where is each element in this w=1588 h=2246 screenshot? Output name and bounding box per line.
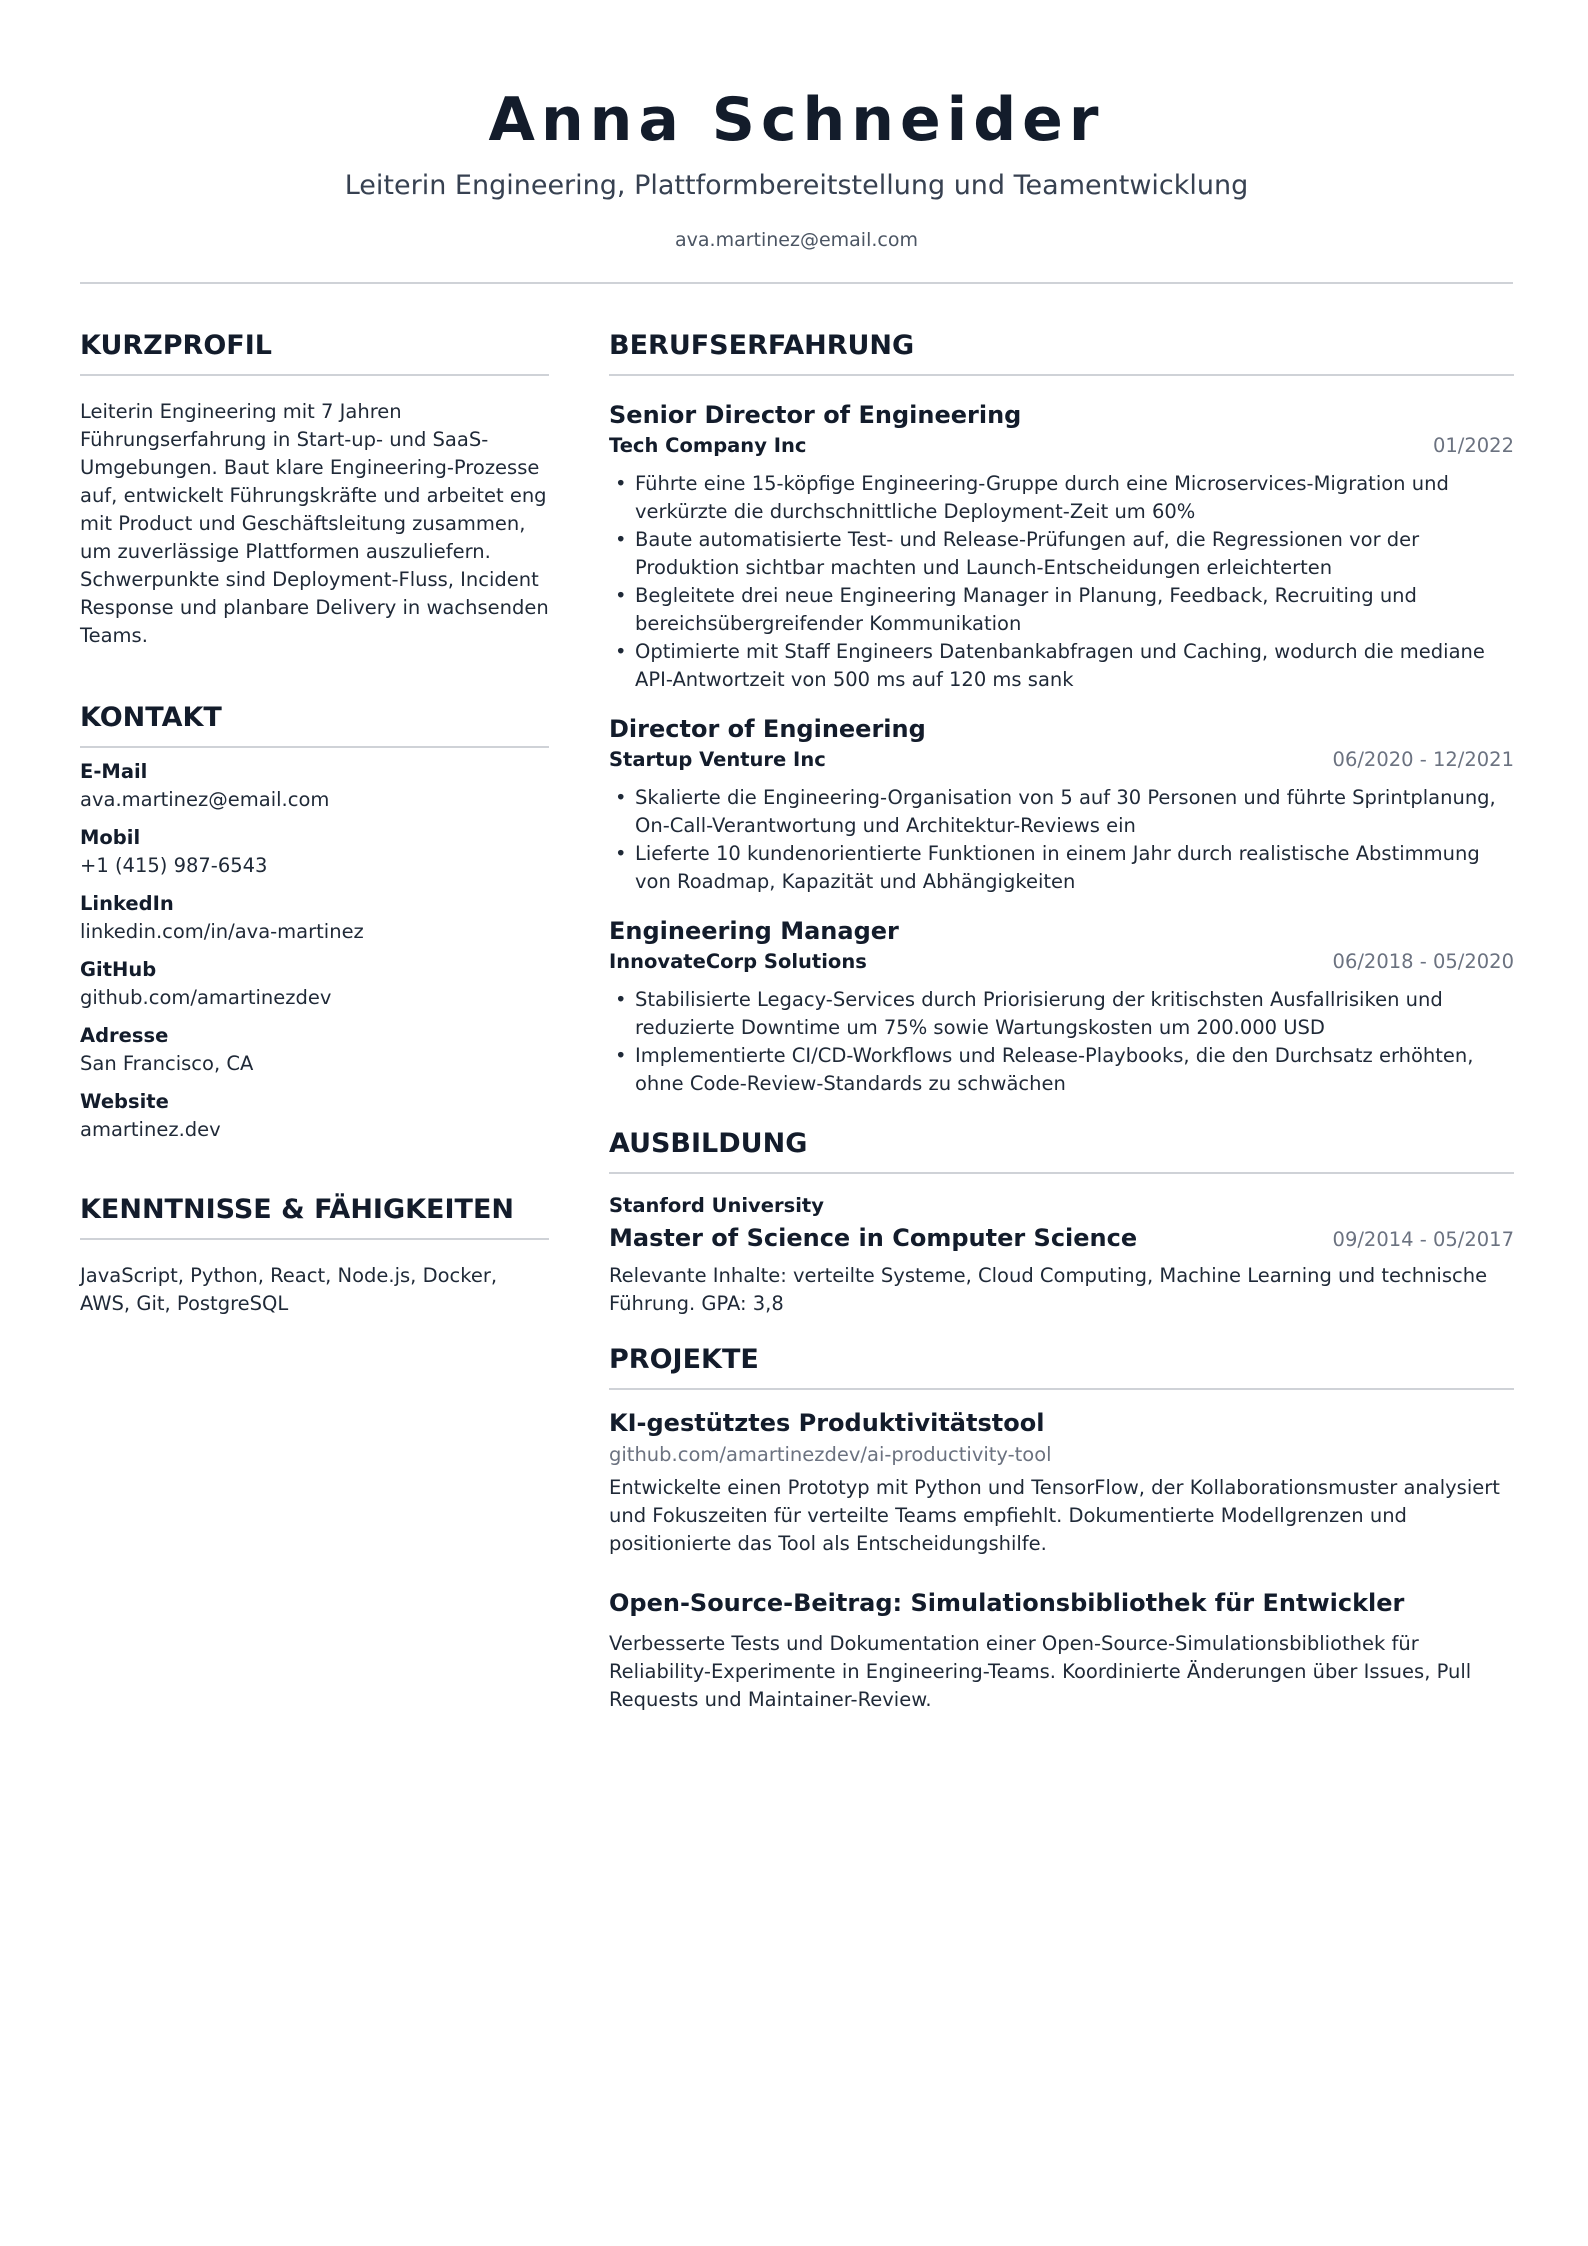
job-title: Engineering Manager xyxy=(609,917,899,945)
project-title: KI-gestütztes Produktivitätstool xyxy=(609,1409,1045,1437)
right-column xyxy=(609,322,1514,1714)
job-bullet: • Begleitete drei neue Engineering Manager in Planung, Feedback, Recruiting und bereichsübergreifender Kommunikation xyxy=(609,582,1514,638)
job-bullets xyxy=(609,986,1514,1098)
education-school: Stanford University xyxy=(609,1194,824,1217)
contact-value-address: San Francisco, CA xyxy=(80,1052,254,1075)
education-entry xyxy=(609,1192,1514,1318)
header-divider xyxy=(80,282,1513,284)
contact-label-email: E-Mail xyxy=(80,760,148,783)
project-entry xyxy=(609,1406,1514,1558)
project-entry xyxy=(609,1586,1514,1714)
contact-label-github: GitHub xyxy=(80,958,157,981)
contact-list xyxy=(80,758,549,1144)
contact-value-linkedin[interactable]: linkedin.com/in/ava-martinez xyxy=(80,920,364,943)
job-bullet: • Optimierte mit Staff Engineers Datenbankabfragen und Caching, wodurch die mediane API-Antwortzeit von 500 ms auf 120 ms sank xyxy=(609,638,1514,694)
summary-title: KURZPROFIL xyxy=(80,322,549,376)
contact-label-address: Adresse xyxy=(80,1024,169,1047)
project-title: Open-Source-Beitrag: Simulationsbibliothek für Entwickler xyxy=(609,1589,1405,1617)
summary-text: Leiterin Engineering mit 7 Jahren Führungserfahrung in Start-up- und SaaS-Umgebungen. Baut klare Engineering-Prozesse auf, entwickelt Führungskräfte und arbeitet eng mit Product und Geschäftsleitung zusammen, um zuverlässige Plattformen auszuliefern. Schwerpunkte sind Deployment-Fluss, Incident Response und planbare Delivery in wachsenden Teams. xyxy=(80,400,549,647)
left-column xyxy=(80,322,549,1318)
job-date: 06/2018 - 05/2020 xyxy=(1332,950,1514,973)
education-description: Relevante Inhalte: verteilte Systeme, Cloud Computing, Machine Learning und technische Führung. GPA: 3,8 xyxy=(609,1264,1488,1315)
contact-value-website[interactable]: amartinez.dev xyxy=(80,1118,221,1141)
job-entry xyxy=(609,712,1514,896)
job-title: Senior Director of Engineering xyxy=(609,401,1022,429)
job-bullet: • Stabilisierte Legacy-Services durch Priorisierung der kritischsten Ausfallrisiken und reduzierte Downtime um 75% sowie Wartungskosten um 200.000 USD xyxy=(609,986,1514,1042)
job-date: 06/2020 - 12/2021 xyxy=(1332,748,1514,771)
project-description: Entwickelte einen Prototyp mit Python und TensorFlow, der Kollaborationsmuster analysiert und Fokuszeiten für verteilte Teams empfiehlt. Dokumentierte Modellgrenzen und positionierte das Tool als Entscheidungshilfe. xyxy=(609,1476,1500,1555)
job-bullets xyxy=(609,470,1514,694)
education-degree: Master of Science in Computer Science xyxy=(609,1224,1138,1252)
education-section xyxy=(609,1120,1514,1318)
contact-value-mobile[interactable]: +1 (415) 987-6543 xyxy=(80,854,268,877)
candidate-headline: Leiterin Engineering, Plattformbereitstellung und Teamentwicklung xyxy=(344,170,1249,201)
job-entry xyxy=(609,398,1514,694)
summary-section xyxy=(80,322,549,650)
job-meta xyxy=(609,948,1514,976)
contact-label-mobile: Mobil xyxy=(80,826,141,849)
project-description: Verbesserte Tests und Dokumentation einer Open-Source-Simulationsbibliothek für Reliability-Experimente in Engineering-Teams. Koordinierte Änderungen über Issues, Pull Requests und Maintainer-Review. xyxy=(609,1632,1472,1711)
skills-text: JavaScript, Python, React, Node.js, Docker, AWS, Git, PostgreSQL xyxy=(80,1264,498,1315)
job-bullets xyxy=(609,784,1514,896)
projects-title: PROJEKTE xyxy=(609,1336,1514,1390)
contact-label-website: Website xyxy=(80,1090,169,1113)
contact-title: KONTAKT xyxy=(80,694,549,748)
contact-value-github[interactable]: github.com/amartinezdev xyxy=(80,986,332,1009)
education-row xyxy=(609,1220,1514,1256)
job-bullet: • Lieferte 10 kundenorientierte Funktionen in einem Jahr durch realistische Abstimmung von Roadmap, Kapazität und Abhängigkeiten xyxy=(609,840,1514,896)
projects-section xyxy=(609,1336,1514,1714)
job-bullet: • Baute automatisierte Test- und Release-Prüfungen auf, die Regressionen vor der Produktion sichtbar machten und Launch-Entscheidungen erleichterten xyxy=(609,526,1514,582)
education-title: AUSBILDUNG xyxy=(609,1120,1514,1174)
resume-header xyxy=(80,0,1513,285)
contact-section xyxy=(80,694,549,1144)
job-title: Director of Engineering xyxy=(609,715,926,743)
experience-section xyxy=(609,322,1514,1098)
job-company: Startup Venture Inc xyxy=(609,748,826,771)
job-entry xyxy=(609,914,1514,1098)
skills-section xyxy=(80,1186,549,1318)
job-bullet: • Skalierte die Engineering-Organisation von 5 auf 30 Personen und führte Sprintplanung, On-Call-Verantwortung und Architektur-Reviews ein xyxy=(609,784,1514,840)
job-bullet: • Implementierte CI/CD-Workflows und Release-Playbooks, die den Durchsatz erhöhten, ohne Code-Review-Standards zu schwächen xyxy=(609,1042,1514,1098)
contact-value-email[interactable]: ava.martinez@email.com xyxy=(80,788,330,811)
job-meta xyxy=(609,746,1514,774)
contact-label-linkedin: LinkedIn xyxy=(80,892,174,915)
job-date: 01/2022 xyxy=(1432,434,1514,457)
experience-title: BERUFSERFAHRUNG xyxy=(609,322,1514,376)
education-date: 09/2014 - 05/2017 xyxy=(1332,1228,1514,1251)
job-bullet: • Führte eine 15-köpfige Engineering-Gruppe durch eine Microservices-Migration und verkürzte die durchschnittliche Deployment-Zeit um 60% xyxy=(609,470,1514,526)
header-email[interactable]: ava.martinez@email.com xyxy=(675,229,918,251)
skills-title: KENNTNISSE & FÄHIGKEITEN xyxy=(80,1186,549,1240)
project-link[interactable]: github.com/amartinezdev/ai-productivity-tool xyxy=(609,1443,1052,1466)
job-company: InnovateCorp Solutions xyxy=(609,950,867,973)
job-company: Tech Company Inc xyxy=(609,434,807,457)
job-meta xyxy=(609,432,1514,460)
candidate-name: Anna Schneider xyxy=(488,85,1105,155)
